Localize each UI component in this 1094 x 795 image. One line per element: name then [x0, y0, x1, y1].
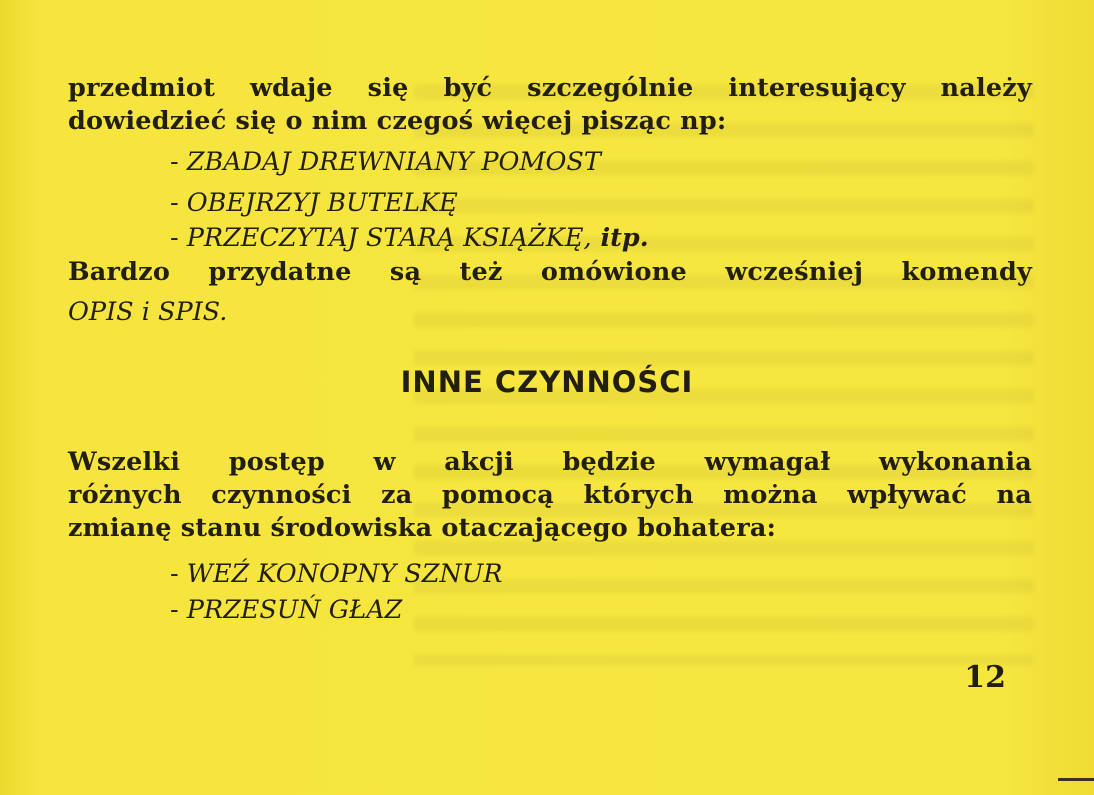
paragraph-intro — [68, 72, 1032, 138]
command-example — [170, 558, 502, 591]
paragraph-intro-line-1: przedmiot wdaje się być szczególnie interesujący należy — [68, 73, 1032, 103]
command-text: PRZESUŃ GŁAZ — [186, 595, 403, 625]
command-text: ZBADAJ DREWNIANY POMOST — [186, 147, 601, 177]
paragraph-actions-line-1: Wszelki postęp w akcji będzie wymagał wykonania — [68, 447, 1032, 477]
paragraph-actions — [68, 446, 1032, 545]
command-text: PRZECZYTAJ STARĄ KSIĄŻKĘ, — [186, 223, 592, 253]
command-example — [170, 187, 458, 220]
page-number: 12 — [964, 660, 1006, 695]
paragraph-actions-line-2: różnych czynności za pomocą których można wpływać na — [68, 480, 1032, 510]
section-heading: INNE CZYNNOŚCI — [400, 365, 694, 399]
command-dash: - — [170, 188, 187, 218]
command-example — [170, 222, 649, 255]
edge-mark — [1058, 778, 1094, 781]
command-text: WEŹ KONOPNY SZNUR — [186, 559, 503, 589]
command-dash: - — [170, 559, 187, 589]
command-suffix: itp. — [591, 223, 649, 253]
paragraph-commands-note-line-2: OPIS i SPIS. — [68, 297, 228, 327]
command-dash: - — [170, 223, 187, 253]
command-example — [170, 146, 601, 179]
paragraph-intro-line-2: dowiedzieć się o nim czegoś więcej pisząc np: — [68, 106, 727, 136]
command-dash: - — [170, 595, 187, 625]
command-example — [170, 594, 402, 627]
paragraph-commands-note — [68, 256, 1032, 289]
command-dash: - — [170, 147, 187, 177]
paragraph-commands-note-line-1: Bardzo przydatne są też omówione wcześniej komendy — [68, 257, 1032, 287]
command-text: OBEJRZYJ BUTELKĘ — [186, 188, 458, 218]
paragraph-actions-line-3: zmianę stanu środowiska otaczającego bohatera: — [68, 513, 777, 543]
